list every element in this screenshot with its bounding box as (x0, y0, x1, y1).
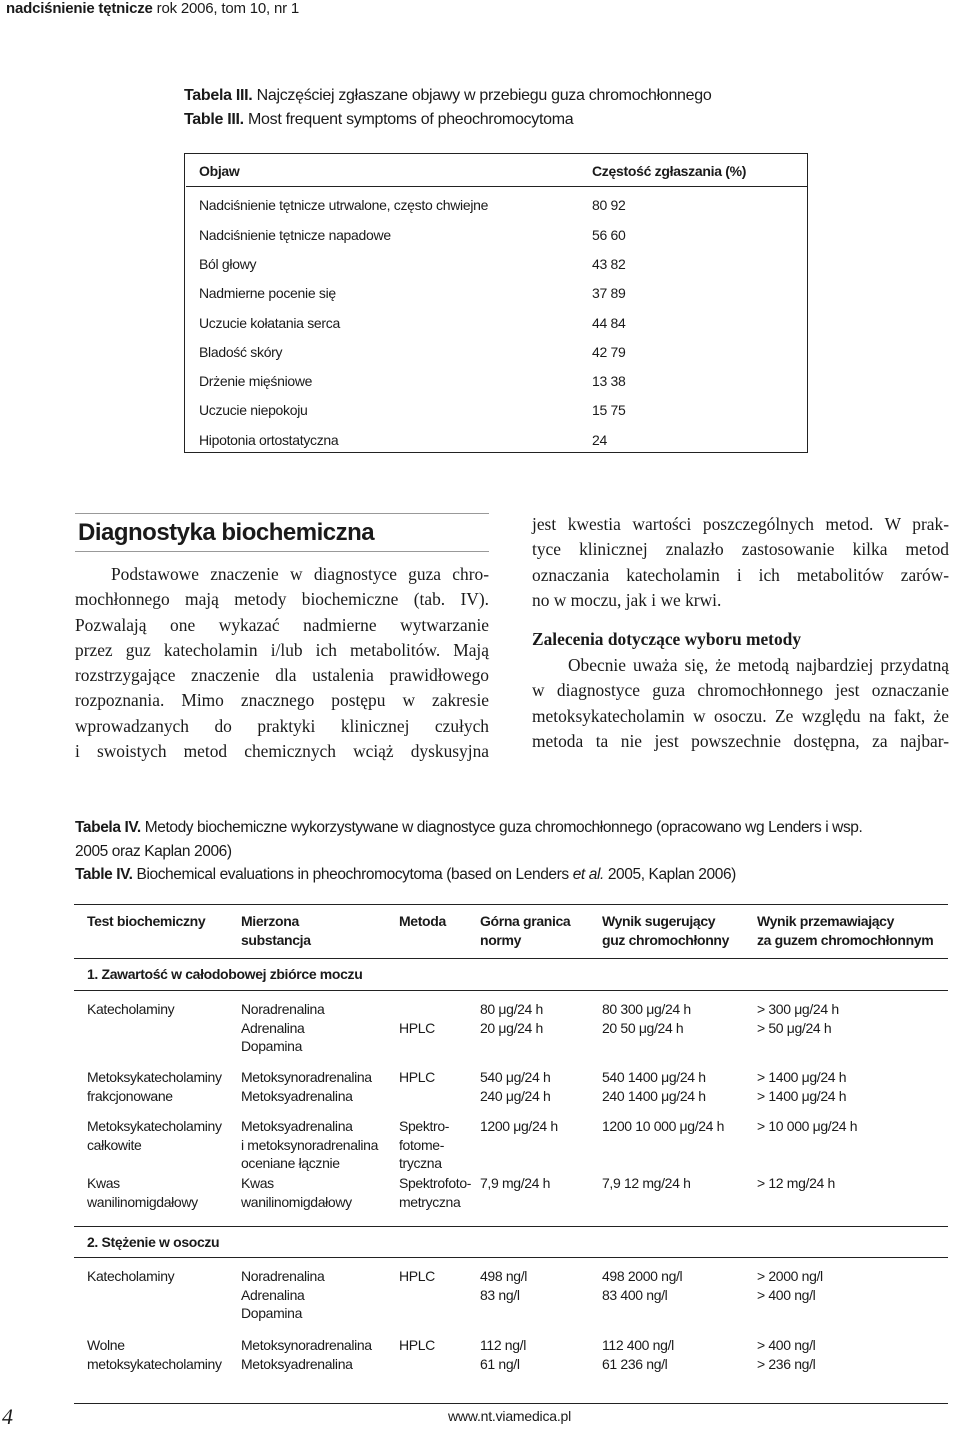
table4-cell-decisive (757, 1000, 839, 1037)
table4-cell-decisive (757, 1068, 846, 1105)
cell-line: Dopamina (241, 1038, 303, 1054)
table3-row-freq: 44 84 (592, 315, 626, 331)
paragraph-line: i swoistych metod chemicznych wciąż dyskusyjna (75, 741, 489, 762)
table3-row-freq: 80 92 (592, 197, 626, 213)
table3-label-en: Table III. (184, 111, 244, 128)
table4-rule (74, 1226, 948, 1227)
table4-header-method: Metoda (399, 913, 446, 929)
cell-line: 112 400 ng/l (602, 1337, 674, 1353)
table3-row-freq: 42 79 (592, 344, 626, 360)
paragraph-line: metoksykatecholamin w osoczu. Ze względu na fakt, że (532, 705, 949, 726)
header-line: Górna granica (480, 913, 571, 929)
paragraph-line: w diagnostyce guza chromochłonnego jest oznaczanie (532, 680, 949, 701)
table4-header-substance (241, 912, 311, 949)
table4-cell-suggestive: 7,9 12 mg/24 h (602, 1175, 691, 1191)
table3-row-symptom: Uczucie kołatania serca (199, 315, 340, 331)
table4-header-upper-limit (480, 912, 570, 949)
cell-line: Metoksynoradrenalina (241, 1337, 372, 1353)
table3-row-freq: 24 (592, 432, 607, 448)
table4-cell-decisive (757, 1336, 815, 1373)
cell-line: Kwas (87, 1175, 120, 1191)
cell-line: metoksykatecholaminy (87, 1355, 222, 1372)
table4-title-en-italic: et al. (572, 866, 604, 883)
table4-cell-test (87, 1117, 222, 1154)
paragraph-line: tyce klinicznej znalazło zastosowanie kilka metod (532, 539, 949, 560)
table3-row-symptom: Drżenie mięśniowe (199, 373, 313, 389)
table4-cell-upper: 1200 μg/24 h (480, 1118, 558, 1134)
cell-line: frakcjonowane (87, 1087, 173, 1104)
subheading: Zalecenia dotyczące wyboru metody (532, 629, 802, 650)
header-line: Mierzona (241, 913, 299, 929)
table4-title-en: Biochemical evaluations in pheochromocytoma (based on Lenders (136, 866, 569, 883)
cell-line: Adrenalina (241, 1019, 305, 1036)
header-line: Wynik przemawiający (757, 913, 895, 929)
cell-line: wanilinomigdałowy (87, 1193, 198, 1210)
table4-cell-upper (480, 1068, 550, 1105)
cell-line: Kwas (241, 1175, 274, 1191)
cell-line: > 236 ng/l (757, 1355, 816, 1372)
table4-cell-method (399, 1174, 471, 1211)
table3-row-symptom: Nadmierne pocenie się (199, 285, 336, 301)
cell-line: Metoksyadrenalina (241, 1118, 353, 1134)
paragraph-line: jest kwestia wartości poszczególnych metod. W prak- (532, 514, 949, 534)
right-column-text (532, 512, 949, 754)
table3-caption (184, 84, 711, 132)
table4-title-pl: Metody biochemiczne wykorzystywane w diagnostyce guza chromochłonnego (opracowano wg Lenders i wsp. (144, 819, 863, 836)
header-line: substancja (241, 931, 311, 948)
table4-cell-suggestive (602, 1068, 706, 1105)
cell-line: Metoksyadrenalina (241, 1355, 353, 1372)
cell-line: Metoksynoradrenalina (241, 1069, 372, 1085)
table3-header-rule (186, 186, 807, 187)
table4-header-suggestive (602, 912, 729, 949)
cell-line: Dopamina (241, 1305, 303, 1321)
table4-cell-substance (241, 1000, 324, 1056)
table4-cell-substance (241, 1174, 352, 1211)
table4-rule (74, 904, 948, 905)
paragraph-line: Obecnie uważa się, że metodą najbardziej przydatną (568, 655, 949, 676)
table4-cell-suggestive: 1200 10 000 μg/24 h (602, 1118, 725, 1134)
cell-line: oceniane łącznie (241, 1155, 340, 1171)
cell-line: Metoksykatecholaminy (87, 1118, 222, 1134)
cell-line: > 2000 ng/l (757, 1268, 823, 1284)
table3-row-symptom: Bladość skóry (199, 344, 283, 360)
cell-line: Spektrofoto- (399, 1175, 472, 1191)
table4-section-plasma: 2. Stężenie w osoczu (87, 1234, 220, 1250)
cell-line: > 50 μg/24 h (757, 1019, 832, 1036)
paragraph-line: metoda ta nie jest powszechnie dostępna, za najbar- (532, 731, 949, 752)
table3-row-symptom: Nadciśnienie tętnicze utrwalone, często chwiejne (199, 197, 489, 213)
cell-line: całkowite (87, 1136, 142, 1153)
cell-line: 61 ng/l (480, 1355, 520, 1372)
table3-row-freq: 13 38 (592, 373, 626, 389)
paragraph-line: Pozwalają one wykazać nadmierne wytwarzanie (75, 614, 489, 635)
table4-cell-method: HPLC (399, 1069, 435, 1085)
table3-row-symptom: Ból głowy (199, 256, 257, 272)
left-column-text (75, 562, 489, 764)
table3-row-freq: 15 75 (592, 402, 626, 418)
paragraph-line: rozstrzygające znaczenie dla ustalenia prawidłowego (75, 665, 489, 686)
cell-line: 20 50 μg/24 h (602, 1019, 684, 1036)
paragraph-line: przez guz katecholamin i/lub ich metabolitów. Mają (75, 639, 489, 660)
table4-rule (74, 990, 948, 991)
table4-cell-suggestive (602, 1336, 674, 1373)
issue-info: rok 2006, tom 10, nr 1 (156, 0, 300, 17)
paragraph-line: oznaczania katecholamin i ich metabolitów zarów- (532, 564, 949, 585)
table4-rule (74, 1257, 948, 1258)
table4-cell-suggestive (602, 1000, 691, 1037)
cell-line: 80 300 μg/24 h (602, 1001, 691, 1017)
table4-section-urine: 1. Zawartość w całodobowej zbiórce moczu (87, 966, 363, 982)
table3-col-symptom: Objaw (199, 163, 240, 179)
cell-line: > 400 ng/l (757, 1286, 816, 1303)
table4-cell-method (399, 1117, 449, 1173)
paragraph-line: mochłonnego mają metody biochemiczne (tab. IV). (75, 589, 489, 610)
table4-cell-test: Katecholaminy (87, 1268, 175, 1284)
table4-label-pl: Tabela IV. (75, 819, 141, 836)
table4-cell-upper (480, 1267, 527, 1304)
section-rule-bottom (75, 551, 489, 552)
table4-cell-substance (241, 1267, 324, 1323)
cell-line: > 1400 μg/24 h (757, 1069, 847, 1085)
table3-title-en: Most frequent symptoms of pheochromocytoma (248, 111, 574, 128)
header-line: normy (480, 931, 522, 948)
table3-row-freq: 56 60 (592, 227, 626, 243)
table4-cell-suggestive (602, 1267, 682, 1304)
table4-cell-upper (480, 1000, 543, 1037)
table4-header-test: Test biochemiczny (87, 913, 206, 929)
table4-title-pl-cont: 2005 oraz Kaplan 2006) (75, 842, 232, 860)
cell-line: 83 ng/l (480, 1286, 520, 1303)
table4-cell-method: HPLC (399, 1337, 435, 1353)
table4-cell-substance (241, 1336, 372, 1373)
cell-line: Noradrenalina (241, 1001, 325, 1017)
cell-line: fotome- (399, 1136, 445, 1153)
cell-line: 540 1400 μg/24 h (602, 1069, 706, 1085)
table3-row-freq: 43 82 (592, 256, 626, 272)
cell-line: Noradrenalina (241, 1268, 325, 1284)
cell-line: tryczna (399, 1155, 442, 1171)
journal-name: nadciśnienie tętnicze (6, 0, 153, 17)
table4-header-decisive (757, 912, 933, 949)
cell-line: 240 μg/24 h (480, 1087, 551, 1104)
table3-col-frequency: Częstość zgłaszania (%) (592, 163, 747, 179)
table4-rule (74, 958, 948, 959)
table4-caption (75, 816, 955, 887)
table4-cell-substance (241, 1068, 372, 1105)
cell-line: > 1400 μg/24 h (757, 1087, 847, 1104)
cell-line: 498 2000 ng/l (602, 1268, 683, 1284)
cell-line: metryczna (399, 1193, 461, 1210)
section-heading: Diagnostyka biochemiczna (78, 519, 375, 546)
table4-cell-method: HPLC (399, 1020, 435, 1036)
cell-line: i metoksynoradrenalina (241, 1136, 379, 1153)
table4-title-en-end: 2005, Kaplan 2006) (607, 866, 736, 883)
cell-line: Adrenalina (241, 1286, 305, 1303)
table4-cell-decisive (757, 1267, 823, 1304)
header-line: guz chromochłonny (602, 931, 730, 948)
paragraph-line: wprowadzanych do praktyki klinicznej czułych (75, 715, 489, 736)
cell-line: Wolne (87, 1337, 125, 1353)
cell-line: Metoksykatecholaminy (87, 1069, 222, 1085)
cell-line: wanilinomigdałowy (241, 1193, 352, 1210)
table4-cell-test (87, 1336, 222, 1373)
table4-cell-substance (241, 1117, 378, 1173)
table4-cell-test: Katecholaminy (87, 1001, 175, 1017)
cell-line: > 300 μg/24 h (757, 1001, 839, 1017)
table3-row-freq: 37 89 (592, 285, 626, 301)
cell-line: 61 236 ng/l (602, 1355, 668, 1372)
table4-cell-test (87, 1068, 222, 1105)
header-line: Wynik sugerujący (602, 913, 716, 929)
cell-line: > 400 ng/l (757, 1337, 816, 1353)
cell-line: 240 1400 μg/24 h (602, 1087, 706, 1104)
section-rule-top (75, 513, 489, 514)
running-header (6, 0, 299, 17)
table4-cell-method: HPLC (399, 1268, 435, 1284)
page-number: 4 (2, 1404, 13, 1429)
cell-line: 20 μg/24 h (480, 1019, 543, 1036)
cell-line: 83 400 ng/l (602, 1286, 668, 1303)
table3-row-symptom: Nadciśnienie tętnicze napadowe (199, 227, 391, 243)
table4-cell-upper (480, 1336, 526, 1373)
cell-line: 498 ng/l (480, 1268, 528, 1284)
table4-cell-upper: 7,9 mg/24 h (480, 1175, 551, 1191)
table3-label-pl: Tabela III. (184, 87, 253, 104)
cell-line: 540 μg/24 h (480, 1069, 551, 1085)
table3-row-symptom: Hipotonia ortostatyczna (199, 432, 339, 448)
table3-row-symptom: Uczucie niepokoju (199, 402, 308, 418)
cell-line: Spektro- (399, 1118, 450, 1134)
paragraph-line: rozpoznania. Mimo znacznego postępu w zakresie (75, 690, 489, 711)
header-line: za guzem chromochłonnym (757, 931, 934, 948)
cell-line: 80 μg/24 h (480, 1001, 543, 1017)
table3-title-pl: Najczęściej zgłaszane objawy w przebiegu guza chromochłonnego (256, 87, 712, 104)
paragraph-line: Podstawowe znaczenie w diagnostyce guza chro- (111, 564, 489, 584)
table4-cell-decisive: > 10 000 μg/24 h (757, 1118, 858, 1134)
paragraph-line: no w moczu, jak i we krwi. (532, 589, 722, 610)
table4-label-en: Table IV. (75, 866, 133, 883)
table4-rule (74, 1403, 948, 1404)
cell-line: 112 ng/l (480, 1337, 526, 1353)
footer-url: www.nt.viamedica.pl (448, 1408, 572, 1424)
cell-line: Metoksyadrenalina (241, 1087, 353, 1104)
table4-cell-test (87, 1174, 198, 1211)
table4-cell-decisive: > 12 mg/24 h (757, 1175, 835, 1191)
